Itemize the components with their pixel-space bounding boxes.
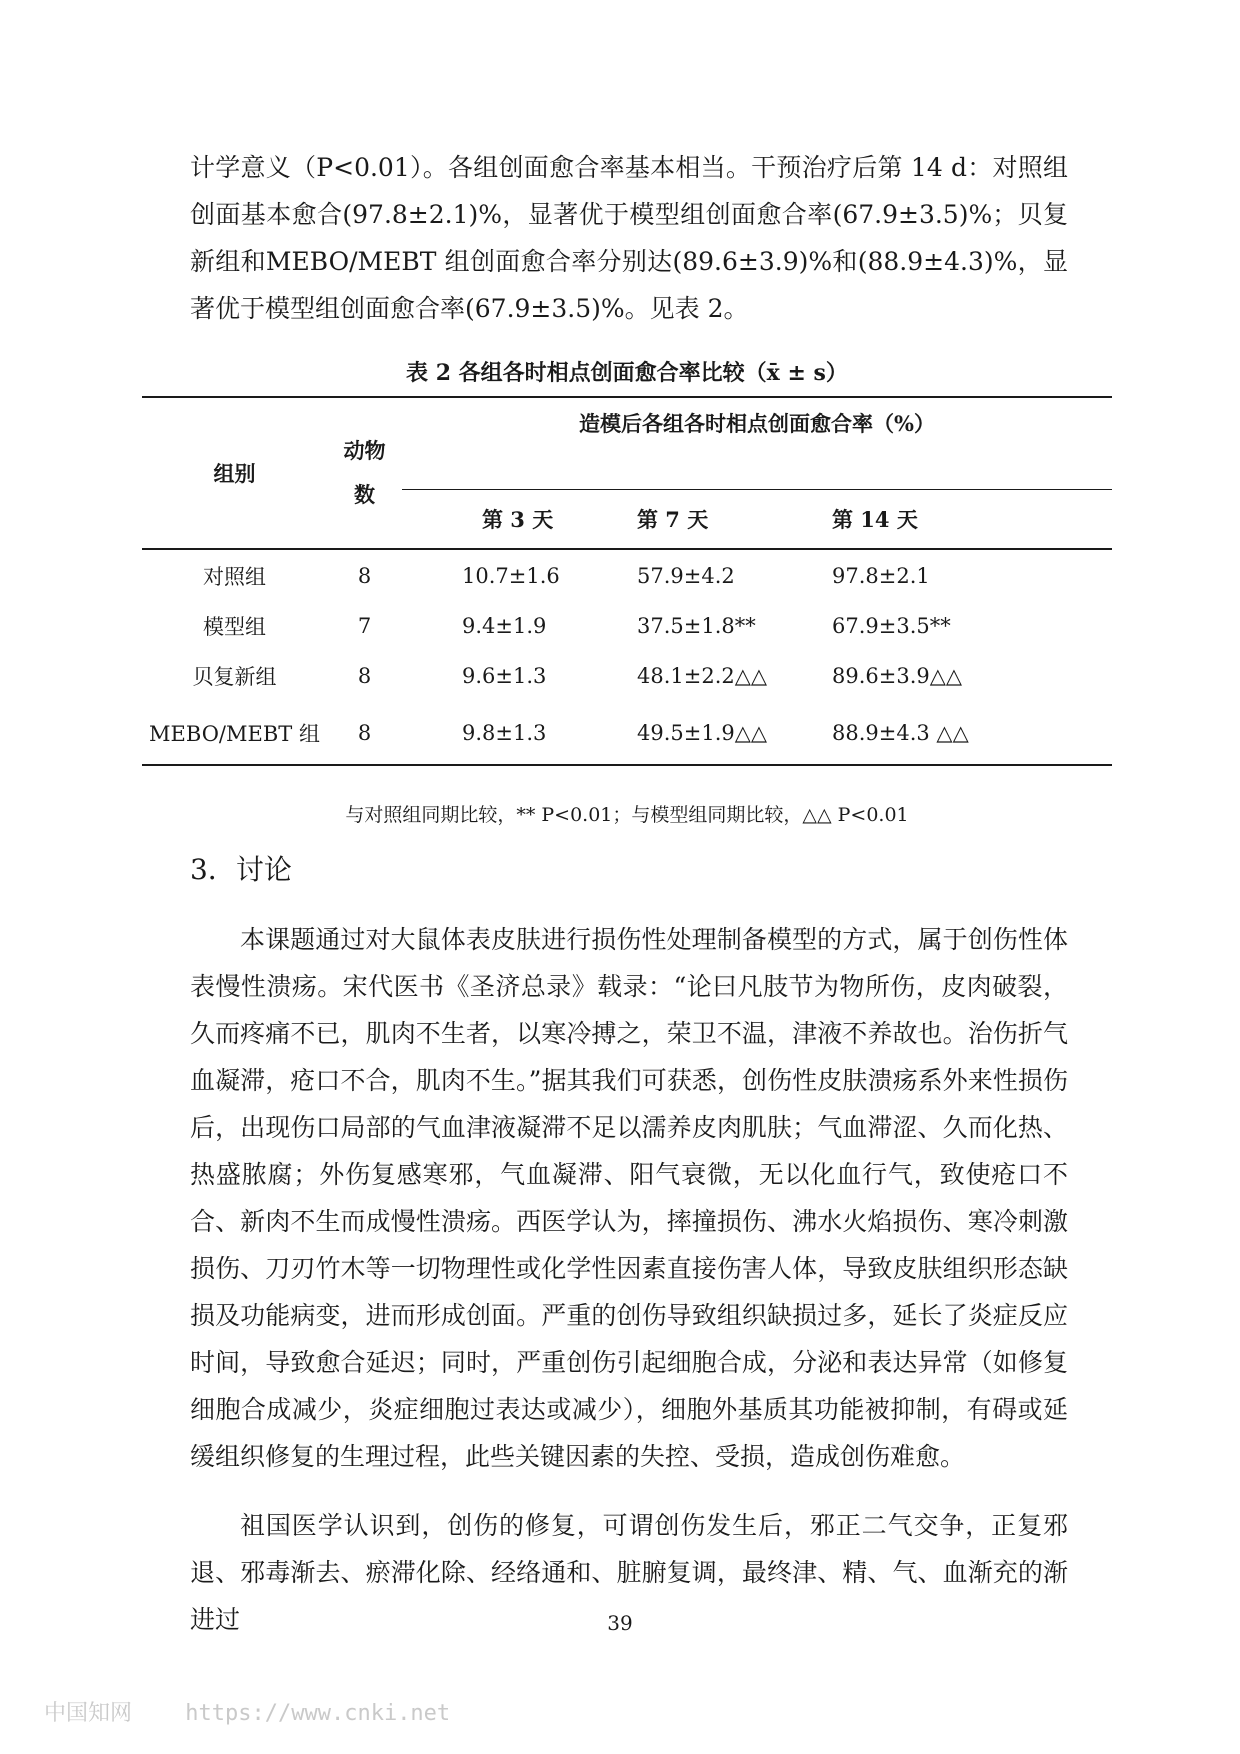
- paragraph-discussion-2: 祖国医学认识到，创伤的修复，可谓创伤发生后，邪正二气交争，正复邪退、邪毒渐去、瘀滞化除、经络通和、脏腑复调，最终津、精、气、血渐充的渐进过: [190, 1511, 1068, 1634]
- watermark: [44, 1696, 450, 1727]
- cell-group: 对照组: [203, 564, 266, 589]
- cell-day-3: 10.7±1.6: [462, 563, 560, 588]
- table-row: [142, 651, 1112, 701]
- cell-group: MEBO/MEBT 组: [149, 721, 320, 746]
- header-count-text: 动物数: [343, 438, 386, 507]
- header-day-14: 第 14 天: [807, 489, 1112, 549]
- watermark-url: https://www.cnki.net: [185, 1701, 451, 1726]
- table-row: [142, 549, 1112, 601]
- table-footnote: 与对照组同期比较，** P<0.01；与模型组同期比较，△△ P<0.01: [345, 804, 909, 826]
- page-number: 39: [607, 1611, 633, 1635]
- cell-count: 8: [357, 664, 372, 688]
- cell-day-14: 89.6±3.9△△: [832, 664, 963, 688]
- cell-count: 7: [357, 614, 372, 638]
- cell-group: 贝复新组: [192, 665, 277, 689]
- table-caption: 表 2 各组各时相点创面愈合率比较（x̄ ± s）: [406, 360, 848, 386]
- cell-day-14: 67.9±3.5**: [832, 614, 951, 638]
- header-day-7: 第 7 天: [637, 489, 807, 549]
- cell-day-14: 88.9±4.3 △△: [832, 720, 969, 745]
- paragraph-discussion-1: 本课题通过对大鼠体表皮肤进行损伤性处理制备模型的方式，属于创伤性体表慢性溃疡。宋代医书《圣济总录》载录：“论曰凡肢节为物所伤，皮肉破裂，久而疼痛不已，肌肉不生者，以寒冷搏之，荣卫不温，津液不养故也。治伤折气血凝滞，疮口不合，肌肉不生。”据其我们可获悉，创伤性皮肤溃疡系外来性损伤后，出现伤口局部的气血津液凝滞不足以濡养皮肉肌肤；气血滞涩、久而化热、热盛脓腐；外伤复感寒邪，气血凝滞、阳气衰微，无以化血行气，致使疮口不合、新肉不生而成慢性溃疡。西医学认为，摔撞损伤、沸水火焰损伤、寒冷刺激损伤、刀刃竹木等一切物理性或化学性因素直接伤害人体，导致皮肤组织形态缺损及功能病变，进而形成创面。严重的创伤导致组织缺损过多，延长了炎症反应时间，导致愈合延迟；同时，严重创伤引起细胞合成，分泌和表达异常（如修复细胞合成减少，炎症细胞过表达或减少），细胞外基质其功能被抑制，有碍或延缓组织修复的生理过程，此些关键因素的失控、受损，造成创伤难愈。: [190, 925, 1068, 1471]
- cell-day-7: 49.5±1.9△△: [637, 720, 768, 745]
- table-row: [142, 701, 1112, 765]
- cell-day-7: 57.9±4.2: [637, 563, 735, 588]
- header-rate: 造模后各组各时相点创面愈合率（%）: [579, 411, 935, 436]
- table-row: [142, 601, 1112, 651]
- cell-day-7: 37.5±1.8**: [637, 614, 756, 638]
- results-table-container: [142, 396, 1112, 796]
- cell-day-3: 9.8±1.3: [462, 720, 547, 745]
- cell-day-7: 48.1±2.2△△: [637, 664, 768, 688]
- header-day-3: 第 3 天: [402, 489, 637, 549]
- watermark-brand: 中国知网: [44, 1701, 133, 1726]
- cell-count: 8: [357, 563, 372, 588]
- cell-day-3: 9.6±1.3: [462, 664, 547, 688]
- cell-count: 8: [357, 720, 372, 745]
- cell-day-3: 9.4±1.9: [462, 614, 547, 638]
- paragraph-results: 计学意义（P<0.01）。各组创面愈合率基本相当。干预治疗后第 14 d：对照组创面基本愈合(97.8±2.1)%，显著优于模型组创面愈合率(67.9±3.5)%；贝复新组和MEBO/MEBT 组创面愈合率分别达(89.6±3.9)%和(88.9±4.3)%，显著优于模型组创面愈合率(67.9±3.5)%。见表 2。: [190, 153, 1068, 323]
- section-heading: 3．讨论: [190, 853, 292, 886]
- cell-day-14: 97.8±2.1: [832, 563, 930, 588]
- results-table: [142, 396, 1112, 766]
- header-count: [327, 397, 402, 549]
- header-group: 组别: [213, 461, 256, 486]
- cell-group: 模型组: [203, 615, 266, 639]
